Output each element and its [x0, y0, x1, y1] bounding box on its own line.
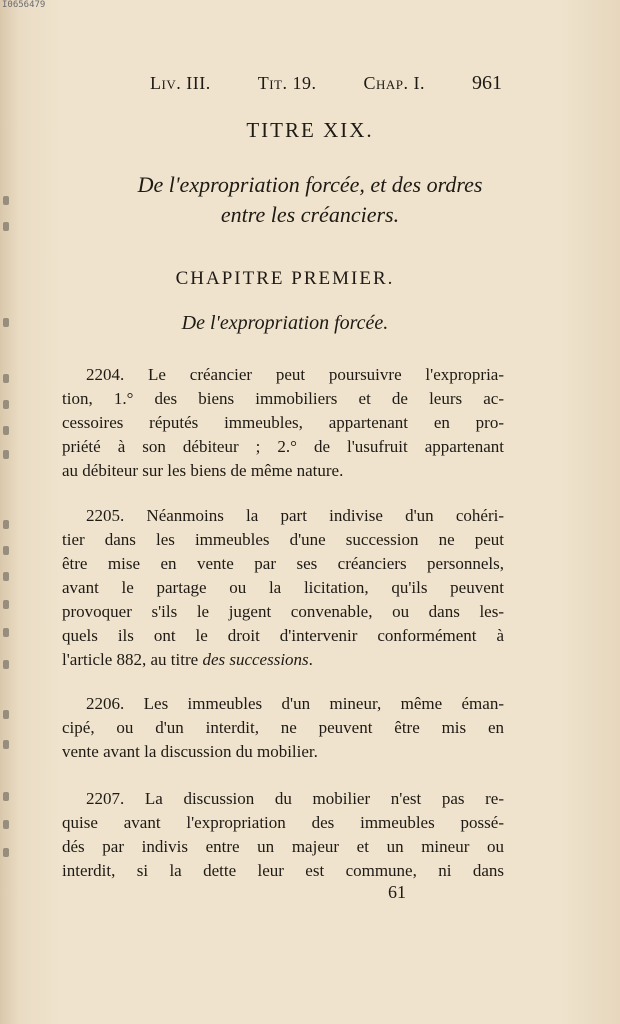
header-titre: Tit. 19. — [257, 73, 317, 93]
margin-bleed-marks — [0, 180, 14, 920]
text-line: 2204. Le créancier peut poursuivre l'expropria- — [86, 365, 504, 384]
text-line: tier dans les immeubles d'une succession ne peut — [62, 530, 504, 549]
text-line: interdit, si la dette leur est commune, ni dans — [62, 861, 504, 880]
text-line: 2207. La discussion du mobilier n'est pas re- — [86, 789, 504, 808]
header-livre: Liv. III. — [150, 73, 211, 93]
article-2204 — [62, 363, 504, 483]
article-2206 — [62, 692, 504, 764]
text-line: quise avant l'expropriation des immeubles possé- — [62, 813, 504, 832]
text-line — [62, 648, 504, 672]
text-line: avant le partage ou la licitation, qu'ils peuvent — [62, 578, 504, 597]
chapter-heading: CHAPITRE PREMIER. — [175, 268, 395, 289]
text-line: dés par indivis entre un majeur et un mineur ou — [62, 837, 504, 856]
article-2207 — [62, 787, 504, 883]
text-line: être mise en vente par ses créanciers personnels, — [62, 554, 504, 573]
text-line: cessoires réputés immeubles, appartenant en pro- — [62, 413, 504, 432]
text-line: au débiteur sur les biens de même nature. — [62, 461, 344, 480]
text-line: tion, 1.° des biens immobiliers et de leurs ac- — [62, 389, 504, 408]
text-line: provoquer s'ils le jugent convenable, ou dans les- — [62, 602, 504, 621]
signature-mark: 61 — [388, 882, 406, 902]
text-line: vente avant la discussion du mobilier. — [62, 742, 318, 761]
running-header — [150, 72, 502, 95]
library-stamp: I0656479 — [2, 0, 46, 10]
section-subtitle — [60, 170, 560, 230]
subtitle-line: entre les créanciers. — [220, 202, 400, 227]
text-run-italic: des successions — [202, 650, 309, 669]
text-run: l'article 882, au titre — [62, 650, 203, 669]
article-2205 — [62, 504, 504, 672]
text-line: cipé, ou d'un interdit, ne peuvent être mis en — [62, 718, 504, 737]
section-title: TITRE XIX. — [246, 118, 374, 142]
text-line: priété à son débiteur ; 2.° de l'usufruit appartenant — [62, 437, 504, 456]
text-line: 2206. Les immeubles d'un mineur, même éman- — [86, 694, 504, 713]
page-number: 961 — [471, 72, 502, 94]
text-line: quels ils ont le droit d'intervenir conformément à — [62, 626, 504, 645]
text-run: . — [308, 650, 313, 669]
subtitle-line: De l'expropriation forcée, et des ordres — [137, 172, 483, 197]
text-line: 2205. Néanmoins la part indivise d'un cohéri- — [86, 506, 504, 525]
chapter-subtitle: De l'expropriation forcée. — [181, 312, 389, 334]
header-chapitre: Chap. I. — [363, 73, 425, 93]
